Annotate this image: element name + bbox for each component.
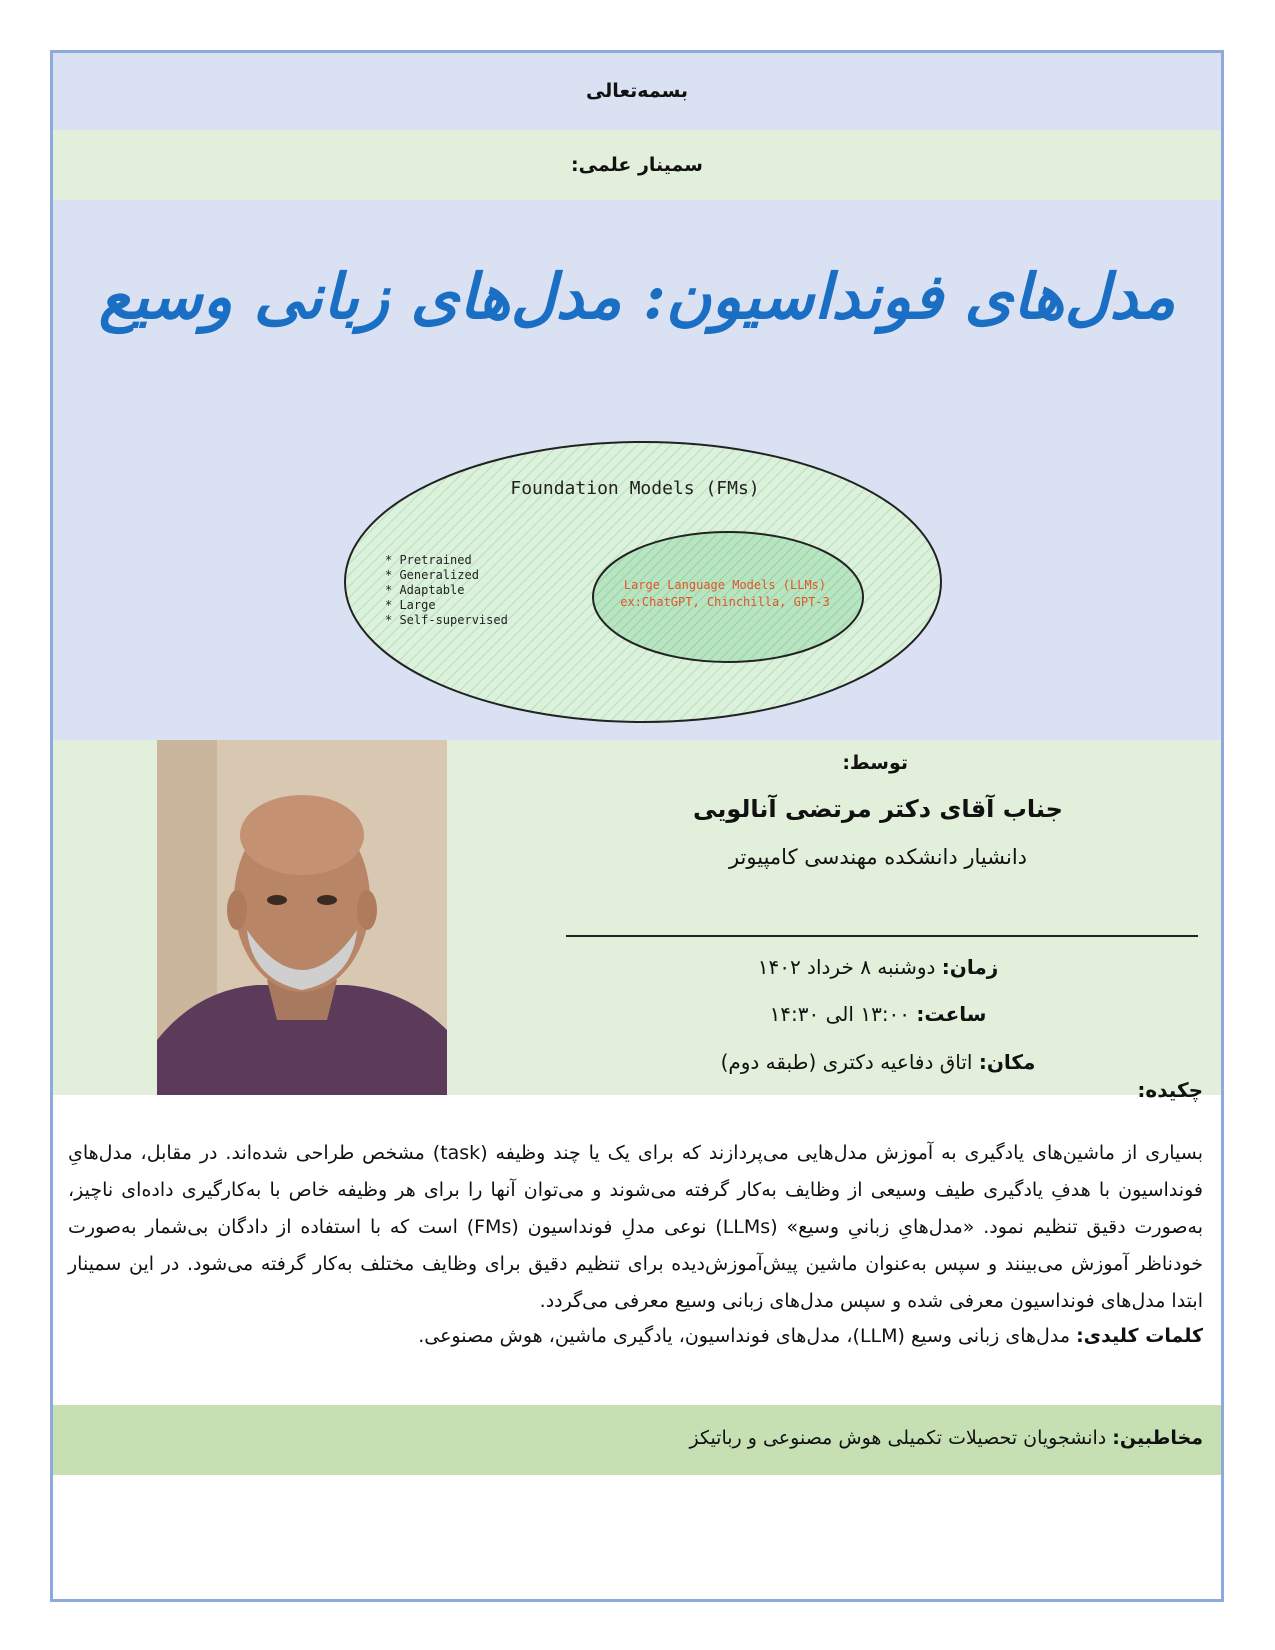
inner-label-line2: ex:ChatGPT, Chinchilla, GPT-3 [620, 595, 830, 609]
outer-label: Foundation Models (FMs) [510, 478, 760, 499]
basmala: بسمه‌تعالی [585, 80, 689, 102]
inner-label-line1: Large Language Models (LLMs) [623, 578, 827, 592]
abstract-body: بسیاری از ماشین‌های یادگیری به آموزش مدل‌هایی می‌پردازند که برای یک یا چند وظیفه (task) مشخص طراحی شده‌اند. در مقابل، مدل‌هایِ فونداسیون با هدفِ یادگیری طیف وسیعی از وظایف به‌کار گرفته می‌شوند و می‌توان آنها را برای هر وظیفه خاص با به‌کارگیری داده‌ای ناچیز، به‌صورت دقیق تنظیم نمود. «مدل‌هایِ زبانیِ وسیع» (LLMs) نوعی مدلِ فونداسیون (FMs) است که با استفاده از دادگان بی‌شمار به‌صورت خودناظر آموزش می‌بینند و سپس به‌عنوان ماشین پیش‌آموزش‌دیده برای تنظیم دقیق برای وظایف مختلف به‌کار گرفته می‌شود. در این سمینار ابتدا مدل‌های فونداسیون معرفی شده و سپس مدل‌های زبانی وسیع معرفی می‌گردد. [68, 1142, 1204, 1312]
speaker-name: جناب آقای دکتر مرتضی آنالویی [693, 795, 1063, 823]
foundation-models-diagram [333, 432, 953, 732]
title-band [53, 200, 1221, 410]
property-item: * Adaptable [385, 583, 465, 597]
speaker-band [53, 740, 1221, 1095]
property-item: * Generalized [385, 568, 479, 582]
seminar-band [53, 130, 1221, 200]
audience-band [53, 1405, 1221, 1475]
event-date: زمان: دوشنبه ۸ خرداد ۱۴۰۲ [757, 955, 999, 979]
abstract-heading: چکیده: [1137, 1078, 1203, 1102]
speaker-info [558, 740, 1198, 1095]
basmala-band [53, 53, 1221, 130]
event-time: ساعت: ۱۳:۰۰ الی ۱۴:۳۰ [769, 1002, 987, 1026]
speaker-photo [157, 740, 447, 1095]
property-item: * Self-supervised [385, 613, 508, 627]
audience: مخاطبین: دانشجویان تحصیلات تکمیلی هوش مصنوعی و رباتیکز [689, 1427, 1203, 1449]
speaker-department: دانشیار دانشکده مهندسی کامپیوتر [728, 845, 1028, 869]
seminar-label: سمینار علمی: [571, 154, 703, 176]
divider [566, 935, 1198, 937]
seminar-title: مدل‌های فونداسیون: مدل‌های زبانی وسیع [98, 260, 1176, 333]
by-label: توسط: [842, 752, 908, 774]
diagram-band [53, 410, 1221, 740]
keywords: کلمات کلیدی: مدل‌های زبانی وسیع (LLM)، مدل‌های فونداسیون، یادگیری ماشین، هوش مصنوعی. [418, 1325, 1203, 1347]
property-item: * Pretrained [385, 553, 472, 567]
poster-frame [50, 50, 1224, 1602]
event-place: مکان: اتاق دفاعیه دکتری (طبقه دوم) [720, 1050, 1036, 1074]
speaker-portrait [157, 740, 447, 1095]
property-item: * Large [385, 598, 436, 612]
